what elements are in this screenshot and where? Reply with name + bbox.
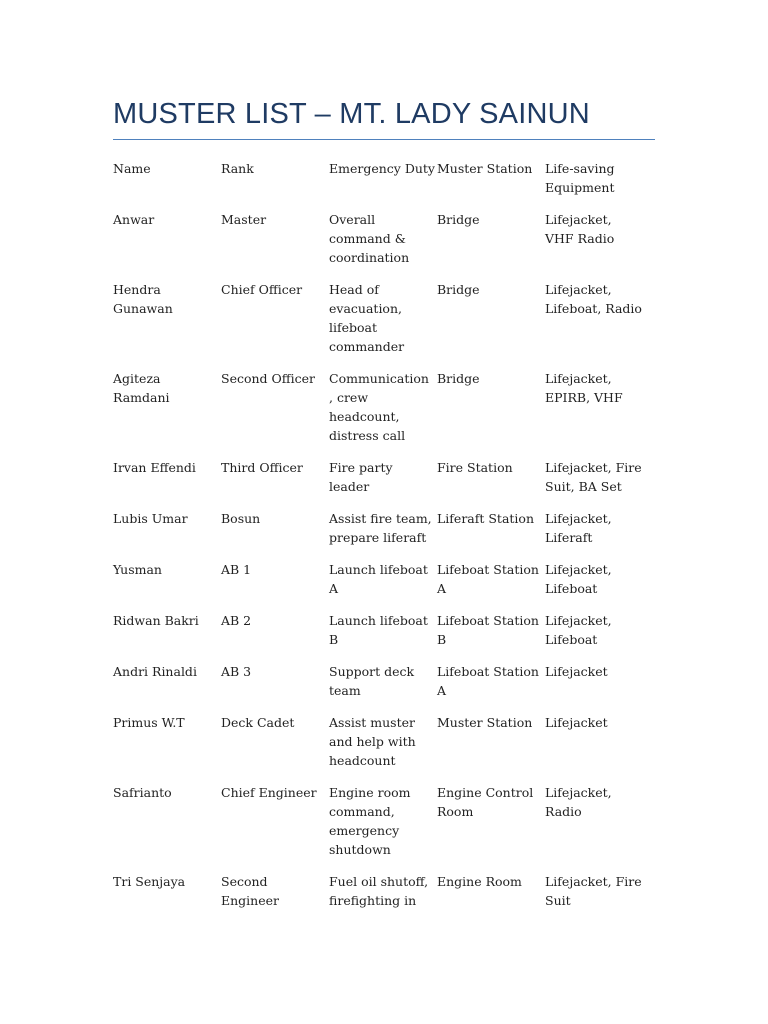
document-title: MUSTER LIST – MT. LADY SAINUN <box>113 98 590 130</box>
cell-emergency-duty: Support deck team <box>329 664 415 698</box>
table-row <box>113 611 658 662</box>
cell-rank: Second Engineer <box>221 874 279 908</box>
cell-name: Yusman <box>113 562 162 577</box>
header-rank: Rank <box>221 161 254 176</box>
cell-equipment: Lifejacket, Lifeboat, Radio <box>545 282 642 316</box>
cell-emergency-duty: Launch lifeboat B <box>329 613 428 647</box>
cell-emergency-duty: Assist muster and help with headcount <box>329 715 416 768</box>
cell-name: Agiteza Ramdani <box>113 371 170 405</box>
cell-muster-station: Engine Room <box>437 874 522 889</box>
muster-table <box>113 159 658 923</box>
cell-muster-station: Lifeboat Station A <box>437 562 539 596</box>
cell-emergency-duty: Head of evacuation, lifeboat commander <box>329 282 405 354</box>
cell-muster-station: Lifeboat Station A <box>437 664 539 698</box>
cell-name: Anwar <box>113 212 155 227</box>
cell-name: Andri Rinaldi <box>113 664 197 679</box>
cell-name: Lubis Umar <box>113 511 188 526</box>
cell-emergency-duty: Launch lifeboat A <box>329 562 428 596</box>
table-row <box>113 662 658 713</box>
cell-rank: Bosun <box>221 511 261 526</box>
cell-rank: Deck Cadet <box>221 715 295 730</box>
cell-emergency-duty: Fuel oil shutoff, firefighting in <box>329 874 429 908</box>
header-life-saving-equipment: Life-saving Equipment <box>545 161 615 195</box>
cell-equipment: Lifejacket, Liferaft <box>545 511 612 545</box>
cell-equipment: Lifejacket, Fire Suit, BA Set <box>545 460 642 494</box>
cell-emergency-duty: Engine room command, emergency shutdown <box>329 785 411 857</box>
cell-rank: Second Officer <box>221 371 316 386</box>
cell-equipment: Lifejacket, Radio <box>545 785 612 819</box>
header-emergency-duty: Emergency Duty <box>329 161 435 176</box>
table-row <box>113 783 658 872</box>
cell-rank: Chief Officer <box>221 282 303 297</box>
cell-muster-station: Bridge <box>437 371 480 386</box>
cell-equipment: Lifejacket, Fire Suit <box>545 874 642 908</box>
header-muster-station: Muster Station <box>437 161 533 176</box>
cell-equipment: Lifejacket, VHF Radio <box>545 212 615 246</box>
cell-muster-station: Muster Station <box>437 715 533 730</box>
cell-muster-station: Liferaft Station <box>437 511 535 526</box>
cell-emergency-duty: Assist fire team, prepare liferaft <box>329 511 432 545</box>
cell-name: Primus W.T <box>113 715 185 730</box>
table-row <box>113 509 658 560</box>
cell-muster-station: Engine Control Room <box>437 785 534 819</box>
cell-equipment: Lifejacket, EPIRB, VHF <box>545 371 623 405</box>
cell-name: Irvan Effendi <box>113 460 196 475</box>
cell-name: Safrianto <box>113 785 172 800</box>
cell-equipment: Lifejacket <box>545 664 608 679</box>
header-name: Name <box>113 161 151 176</box>
table-row <box>113 713 658 783</box>
table-row <box>113 369 658 458</box>
cell-muster-station: Bridge <box>437 212 480 227</box>
table-row <box>113 872 658 923</box>
cell-rank: AB 3 <box>221 664 252 679</box>
cell-muster-station: Fire Station <box>437 460 513 475</box>
table-header-row <box>113 159 658 210</box>
cell-rank: Chief Engineer <box>221 785 317 800</box>
cell-rank: Third Officer <box>221 460 303 475</box>
cell-emergency-duty: Fire party leader <box>329 460 393 494</box>
table-row <box>113 280 658 369</box>
cell-emergency-duty: Communication , crew headcount, distress call <box>329 371 429 443</box>
cell-rank: AB 2 <box>221 613 252 628</box>
cell-equipment: Lifejacket, Lifeboat <box>545 613 612 647</box>
cell-equipment: Lifejacket, Lifeboat <box>545 562 612 596</box>
table-row <box>113 458 658 509</box>
cell-equipment: Lifejacket <box>545 715 608 730</box>
cell-muster-station: Bridge <box>437 282 480 297</box>
table-row <box>113 560 658 611</box>
cell-name: Hendra Gunawan <box>113 282 173 316</box>
table-row <box>113 210 658 280</box>
title-underline <box>113 139 655 140</box>
cell-emergency-duty: Overall command & coordination <box>329 212 410 265</box>
cell-name: Tri Senjaya <box>113 874 186 889</box>
cell-name: Ridwan Bakri <box>113 613 199 628</box>
cell-muster-station: Lifeboat Station B <box>437 613 539 647</box>
cell-rank: AB 1 <box>221 562 252 577</box>
cell-rank: Master <box>221 212 267 227</box>
